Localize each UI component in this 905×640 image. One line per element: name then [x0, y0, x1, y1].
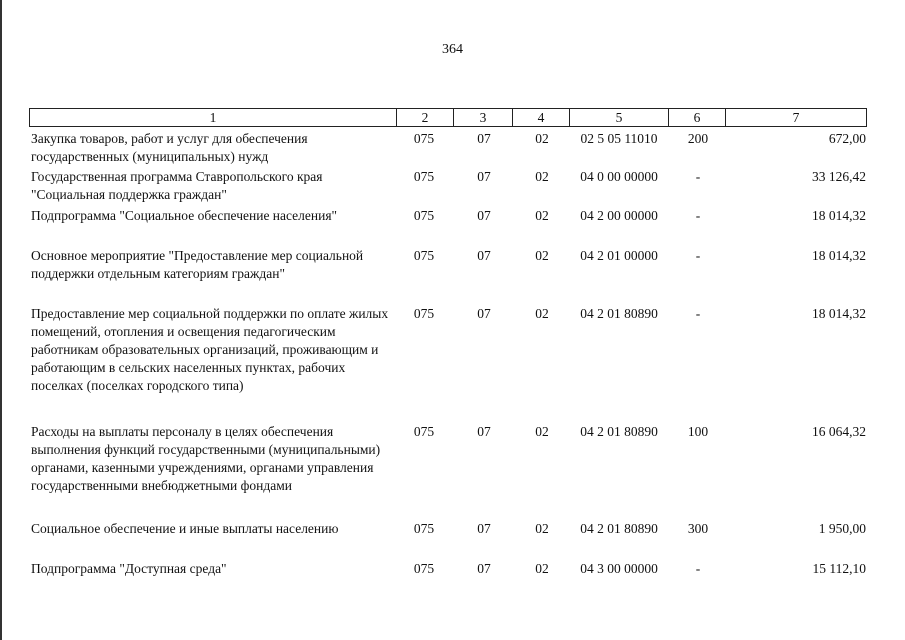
- page-number: 364: [442, 42, 463, 57]
- row-col-6: -: [695, 169, 701, 184]
- row-col-6: -: [695, 208, 701, 223]
- row-col-3: 07: [477, 561, 491, 576]
- header-col-2: 2: [397, 109, 454, 127]
- row-col-6: 100: [687, 424, 709, 439]
- row-name: Подпрограмма "Доступная среда": [31, 561, 227, 576]
- row-name: Расходы на выплаты персоналу в целях обеспечения выполнения функций государственными (муниципальными) органами, казенными учреждениями, органами управления государственными внебюджетными фондами: [31, 424, 381, 493]
- row-col-4: 02: [535, 521, 549, 536]
- row-col-2: 075: [413, 561, 435, 576]
- row-col-7: 1 950,00: [818, 521, 866, 536]
- row-col-2: 075: [413, 169, 435, 184]
- row-col-6: 200: [687, 131, 709, 146]
- row-col-2: 075: [413, 248, 435, 263]
- row-col-5: 04 0 00 00000: [580, 169, 658, 184]
- header-col-4: 4: [513, 109, 570, 127]
- row-name: Предоставление мер социальной поддержки по оплате жилых помещений, отопления и освещения педагогическим работникам образовательных организаций, проживающим и работающим в сельских населенных пунктах, рабочих поселках (поселках городского типа): [31, 306, 389, 393]
- row-col-7: 33 126,42: [812, 169, 866, 184]
- row-col-6: -: [695, 306, 701, 321]
- header-col-3: 3: [454, 109, 513, 127]
- row-col-4: 02: [535, 208, 549, 223]
- row-col-2: 075: [413, 131, 435, 146]
- row-col-4: 02: [535, 131, 549, 146]
- row-col-5: 04 2 01 80890: [580, 521, 658, 536]
- header-col-6: 6: [669, 109, 726, 127]
- row-col-5: 04 2 01 00000: [580, 248, 658, 263]
- row-col-7: 672,00: [828, 131, 866, 146]
- row-col-6: -: [695, 248, 701, 263]
- header-col-5: 5: [570, 109, 669, 127]
- row-col-4: 02: [535, 424, 549, 439]
- row-col-4: 02: [535, 169, 549, 184]
- row-col-7: 18 014,32: [812, 208, 866, 223]
- page-left-edge: [0, 0, 2, 640]
- table-header: [29, 108, 867, 127]
- header-col-1: 1: [30, 109, 397, 127]
- row-col-4: 02: [535, 248, 549, 263]
- row-col-3: 07: [477, 521, 491, 536]
- row-name: Закупка товаров, работ и услуг для обеспечения государственных (муниципальных) нужд: [31, 131, 308, 164]
- row-col-2: 075: [413, 208, 435, 223]
- row-col-5: 04 2 01 80890: [580, 424, 658, 439]
- row-col-6: 300: [687, 521, 709, 536]
- row-col-6: -: [695, 561, 701, 576]
- row-col-4: 02: [535, 561, 549, 576]
- row-col-3: 07: [477, 306, 491, 321]
- row-col-3: 07: [477, 131, 491, 146]
- row-col-5: 04 2 01 80890: [580, 306, 658, 321]
- row-col-2: 075: [413, 306, 435, 321]
- row-col-3: 07: [477, 208, 491, 223]
- row-col-3: 07: [477, 424, 491, 439]
- row-name: Основное мероприятие "Предоставление мер социальной поддержки отдельным категориям граждан": [31, 248, 364, 281]
- row-col-3: 07: [477, 169, 491, 184]
- header-col-7: 7: [726, 109, 867, 127]
- row-name: Подпрограмма "Социальное обеспечение населения": [31, 208, 338, 223]
- row-name: Социальное обеспечение и иные выплаты населению: [31, 521, 339, 536]
- header-row: [30, 109, 867, 127]
- row-col-4: 02: [535, 306, 549, 321]
- row-col-7: 18 014,32: [812, 306, 866, 321]
- row-col-7: 15 112,10: [812, 561, 866, 576]
- row-col-5: 04 2 00 00000: [580, 208, 658, 223]
- row-col-3: 07: [477, 248, 491, 263]
- row-col-2: 075: [413, 521, 435, 536]
- row-name: Государственная программа Ставропольского края "Социальная поддержка граждан": [31, 169, 323, 202]
- row-col-5: 02 5 05 11010: [580, 131, 658, 146]
- row-col-7: 16 064,32: [812, 424, 866, 439]
- row-col-7: 18 014,32: [812, 248, 866, 263]
- row-col-5: 04 3 00 00000: [580, 561, 658, 576]
- row-col-2: 075: [413, 424, 435, 439]
